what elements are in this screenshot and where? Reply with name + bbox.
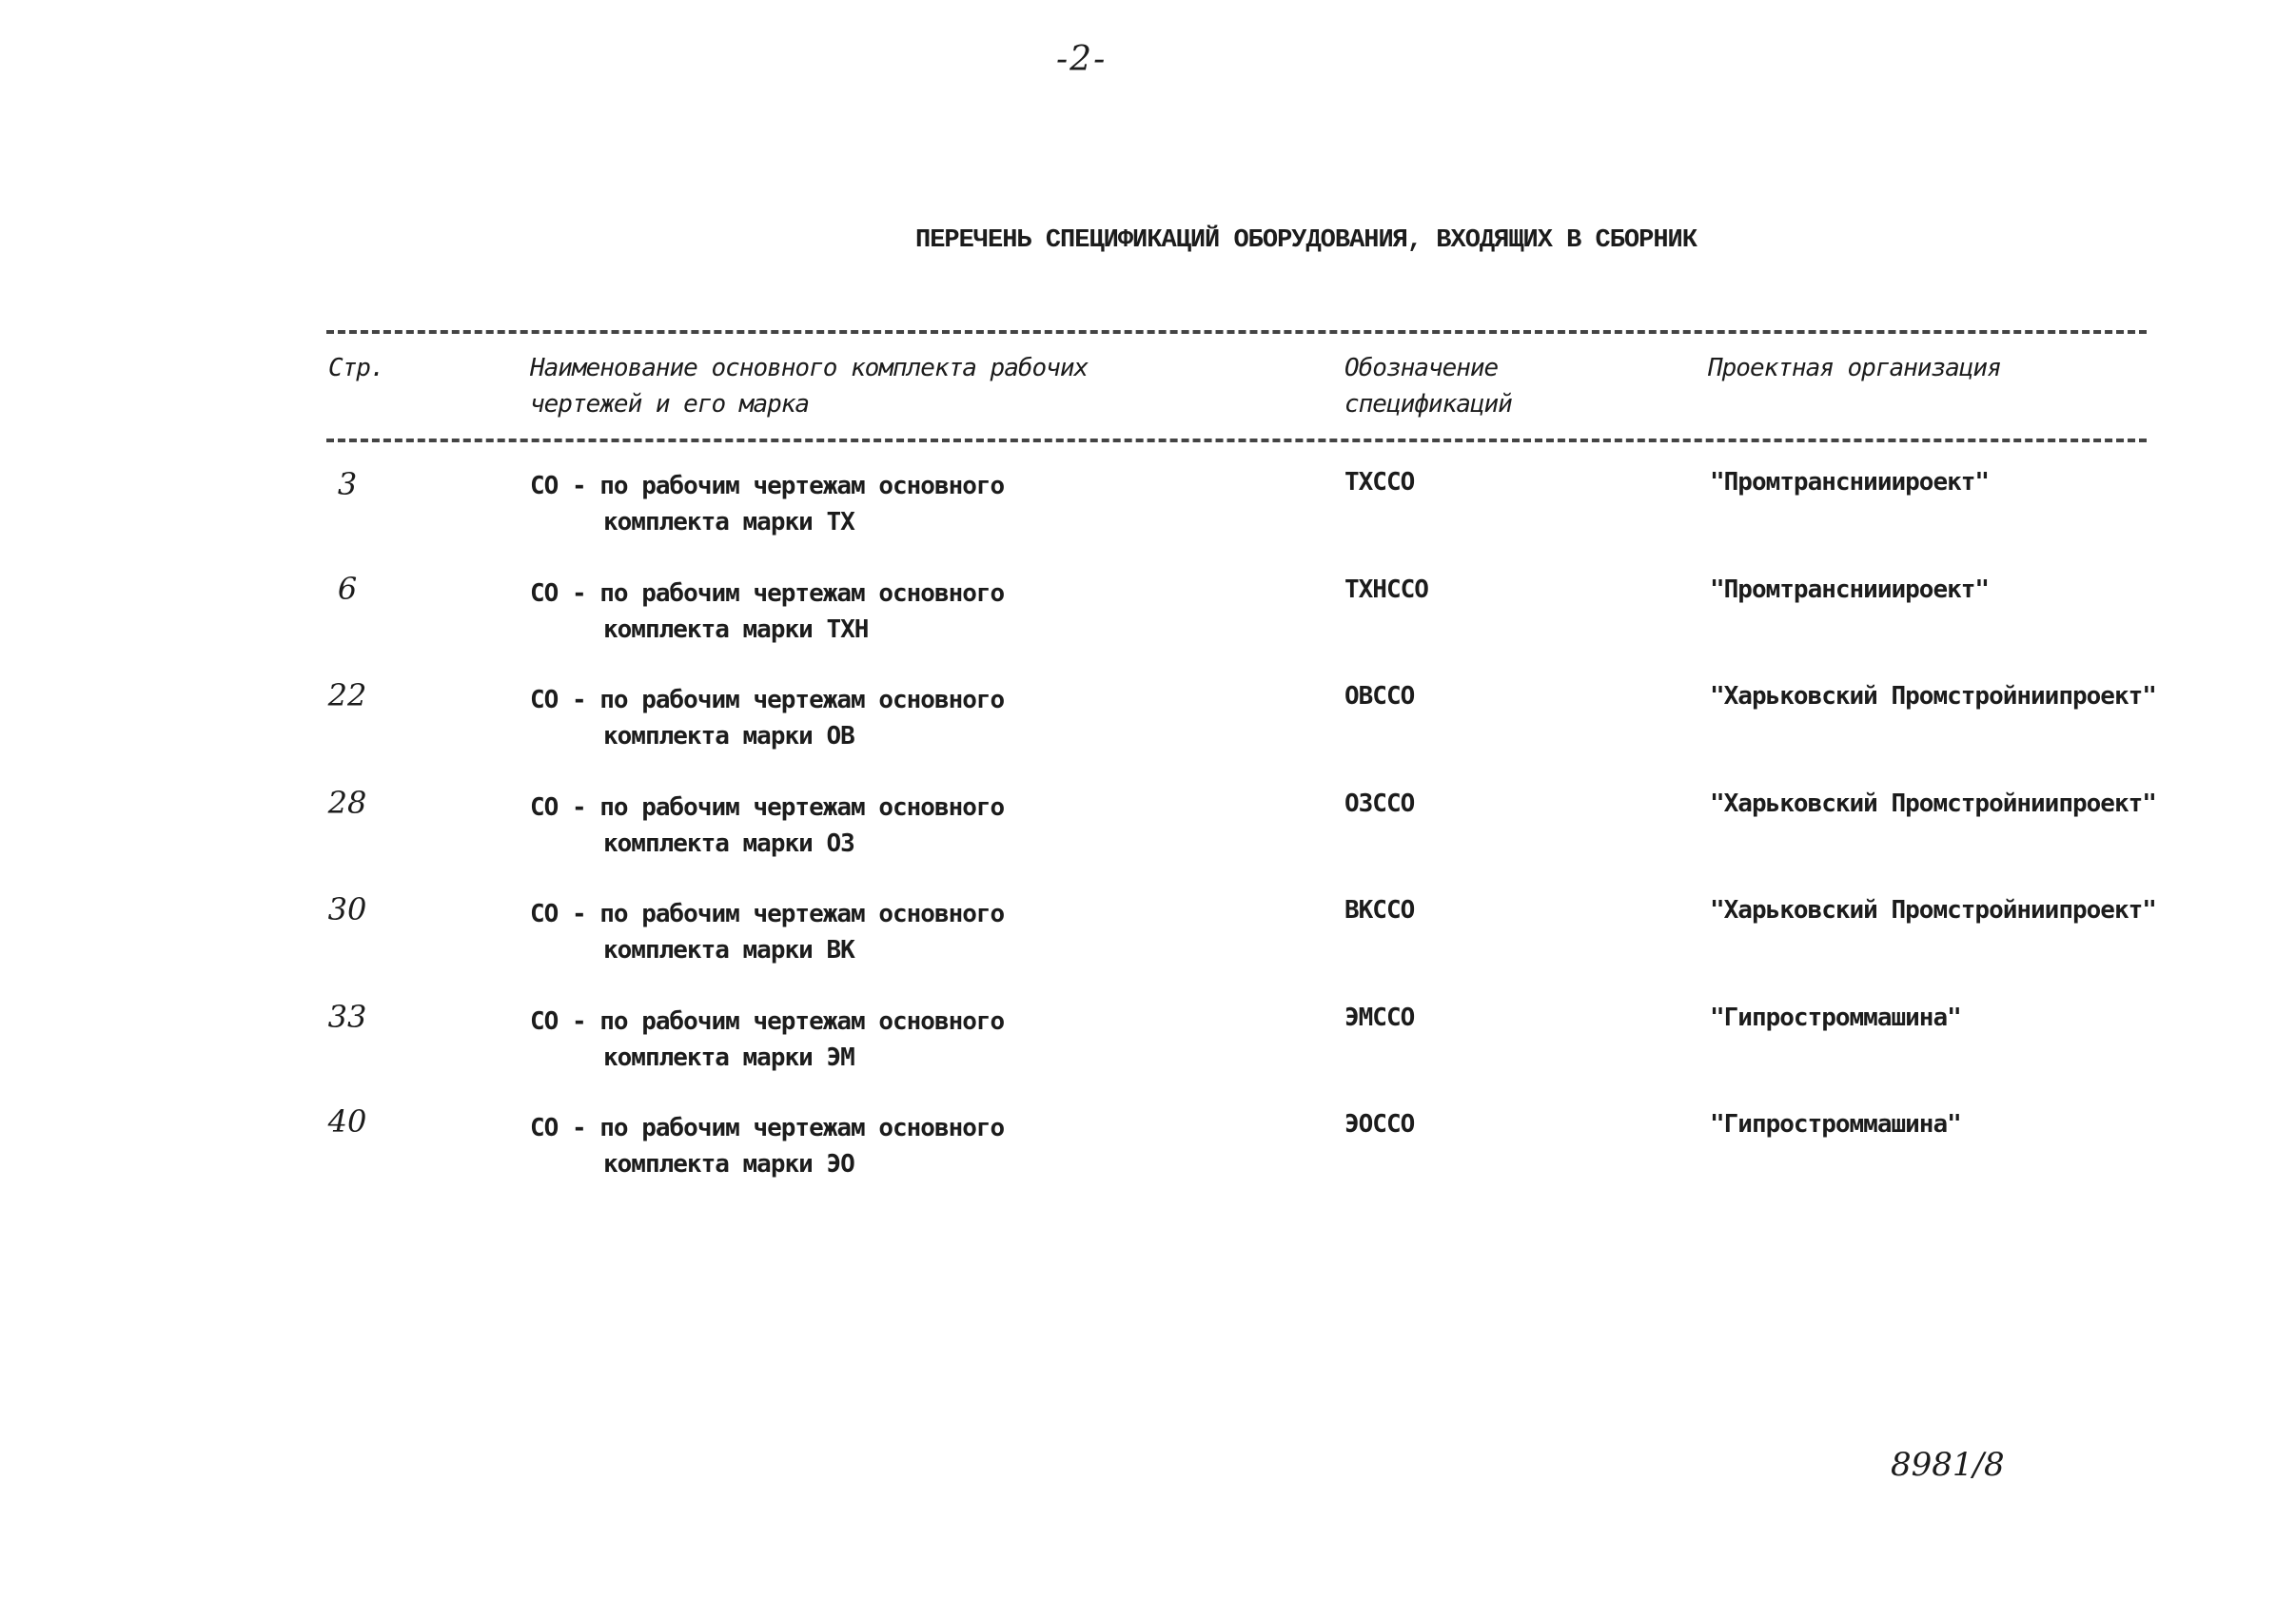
- row-set-name-line1: СО - по рабочим чертежам основного: [530, 579, 1005, 608]
- row-page-number: 3: [337, 466, 358, 502]
- row-set-name-line1: СО - по рабочим чертежам основного: [530, 1007, 1005, 1036]
- row-set-name-line2: комплекта марки ЭО: [603, 1150, 854, 1179]
- row-set-name: [530, 1110, 1004, 1182]
- row-set-name-line2: комплекта марки ТХ: [603, 508, 854, 536]
- row-organization: "Харьковский Промстройниипроект": [1710, 896, 2156, 925]
- row-set-name-line1: СО - по рабочим чертежам основного: [530, 472, 1005, 500]
- row-set-name: [530, 575, 1004, 648]
- column-header-name-line2: чертежей и его марка: [530, 390, 810, 419]
- row-set-name-line2: комплекта марки ОЗ: [603, 829, 854, 858]
- row-set-name: [530, 1004, 1004, 1076]
- row-page-number: 30: [327, 891, 367, 927]
- document-reference: 8981/8: [1891, 1446, 2005, 1484]
- page-title: ПЕРЕЧЕНЬ СПЕЦИФИКАЦИЙ ОБОРУДОВАНИЯ, ВХОДЯЩИХ В СБОРНИК: [915, 226, 1697, 255]
- row-set-name: [530, 790, 1004, 862]
- column-header-org: Проектная организация: [1708, 354, 2001, 382]
- table-top-rule: [326, 330, 2147, 334]
- row-set-name: [530, 896, 1004, 968]
- row-organization: "Промтранснииироект": [1710, 575, 1990, 604]
- row-spec-code: ЭОССО: [1344, 1110, 1415, 1139]
- row-organization: "Промтранснииироект": [1710, 468, 1990, 497]
- row-set-name-line2: комплекта марки ОВ: [603, 722, 854, 751]
- row-set-name-line1: СО - по рабочим чертежам основного: [530, 900, 1005, 928]
- row-spec-code: ТХССО: [1344, 468, 1415, 497]
- row-organization: "Гипростроммашина": [1710, 1110, 1961, 1139]
- row-spec-code: ОВССО: [1344, 682, 1415, 711]
- row-set-name-line1: СО - по рабочим чертежам основного: [530, 686, 1005, 714]
- row-organization: "Харьковский Промстройниипроект": [1710, 790, 2156, 818]
- page-number: -2-: [1056, 40, 1108, 79]
- row-set-name-line2: комплекта марки ТХН: [603, 615, 869, 644]
- row-spec-code: ВКССО: [1344, 896, 1415, 925]
- row-spec-code: ТХНССО: [1344, 575, 1428, 604]
- column-header-code-line2: спецификаций: [1344, 390, 1512, 419]
- column-header-name-line1: Наименование основного комплекта рабочих: [530, 354, 1089, 382]
- row-spec-code: ЭМССО: [1344, 1004, 1415, 1032]
- row-set-name-line2: комплекта марки ЭМ: [603, 1043, 854, 1072]
- row-organization: "Гипростроммашина": [1710, 1004, 1961, 1032]
- row-set-name-line1: СО - по рабочим чертежам основного: [530, 1114, 1005, 1142]
- row-set-name: [530, 468, 1004, 540]
- row-page-number: 22: [327, 677, 367, 713]
- column-header-code-line1: Обозначение: [1344, 354, 1499, 382]
- row-page-number: 40: [327, 1103, 367, 1140]
- row-spec-code: ОЗССО: [1344, 790, 1415, 818]
- column-header-name: [530, 350, 1196, 422]
- column-header-code: [1344, 350, 1582, 422]
- table-header-rule: [326, 439, 2147, 442]
- row-organization: "Харьковский Промстройниипроект": [1710, 682, 2156, 711]
- row-page-number: 6: [337, 571, 358, 607]
- row-set-name-line2: комплекта марки ВК: [603, 936, 854, 965]
- row-page-number: 28: [327, 785, 367, 821]
- row-page-number: 33: [327, 999, 367, 1035]
- column-header-page: Стр.: [328, 354, 384, 382]
- row-set-name-line1: СО - по рабочим чертежам основного: [530, 793, 1005, 822]
- row-set-name: [530, 682, 1004, 754]
